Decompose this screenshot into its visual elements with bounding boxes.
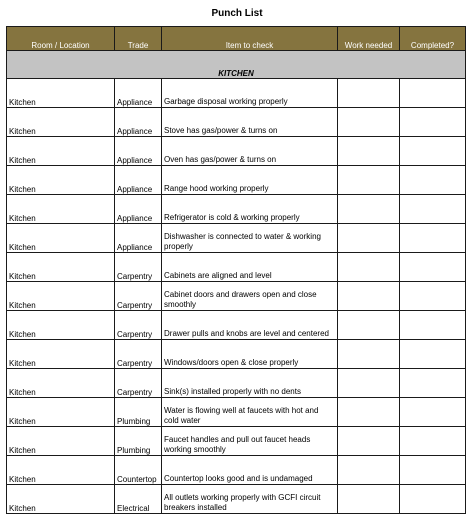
completed-cell[interactable] [400,485,466,514]
item-cell: Sink(s) installed properly with no dents [162,369,338,398]
table-row [7,166,466,195]
work-needed-cell[interactable] [338,79,400,108]
room-cell: Kitchen [7,282,115,311]
completed-cell[interactable] [400,195,466,224]
table-row [7,485,466,514]
room-cell: Kitchen [7,311,115,340]
room-cell: Kitchen [7,137,115,166]
work-needed-cell[interactable] [338,253,400,282]
trade-cell: Carpentry [115,282,162,311]
work-needed-cell[interactable] [338,137,400,166]
completed-cell[interactable] [400,137,466,166]
trade-cell: Electrical [115,485,162,514]
item-cell: Dishwasher is connected to water & working properly [162,224,338,253]
item-cell: Water is flowing well at faucets with hot and cold water [162,398,338,427]
work-needed-cell[interactable] [338,108,400,137]
work-needed-cell[interactable] [338,195,400,224]
section-title: KITCHEN [7,51,466,79]
trade-cell: Carpentry [115,340,162,369]
trade-cell: Appliance [115,166,162,195]
trade-cell: Countertop [115,456,162,485]
item-cell: Oven has gas/power & turns on [162,137,338,166]
table-row [7,340,466,369]
item-cell: Garbage disposal working properly [162,79,338,108]
column-header-work-needed: Work needed [338,27,400,51]
trade-cell: Carpentry [115,311,162,340]
completed-cell[interactable] [400,253,466,282]
work-needed-cell[interactable] [338,485,400,514]
room-cell: Kitchen [7,485,115,514]
room-cell: Kitchen [7,369,115,398]
completed-cell[interactable] [400,79,466,108]
table-row [7,456,466,485]
table-row [7,137,466,166]
table-row [7,108,466,137]
completed-cell[interactable] [400,224,466,253]
item-cell: Faucet handles and pull out faucet heads working smoothly [162,427,338,456]
table-row [7,224,466,253]
completed-cell[interactable] [400,427,466,456]
item-cell: Windows/doors open & close properly [162,340,338,369]
item-cell: Cabinet doors and drawers open and close smoothly [162,282,338,311]
room-cell: Kitchen [7,253,115,282]
trade-cell: Appliance [115,224,162,253]
column-header-trade: Trade [115,27,162,51]
work-needed-cell[interactable] [338,340,400,369]
item-cell: Refrigerator is cold & working properly [162,195,338,224]
trade-cell: Appliance [115,137,162,166]
trade-cell: Appliance [115,108,162,137]
column-header-room: Room / Location [7,27,115,51]
item-cell: Cabinets are aligned and level [162,253,338,282]
completed-cell[interactable] [400,398,466,427]
table-row [7,427,466,456]
work-needed-cell[interactable] [338,166,400,195]
table-row [7,253,466,282]
trade-cell: Appliance [115,79,162,108]
item-cell: Drawer pulls and knobs are level and centered [162,311,338,340]
punch-list-table [6,26,466,514]
completed-cell[interactable] [400,166,466,195]
work-needed-cell[interactable] [338,311,400,340]
work-needed-cell[interactable] [338,456,400,485]
header-row [7,27,466,51]
completed-cell[interactable] [400,369,466,398]
trade-cell: Plumbing [115,398,162,427]
room-cell: Kitchen [7,456,115,485]
room-cell: Kitchen [7,340,115,369]
trade-cell: Plumbing [115,427,162,456]
trade-cell: Carpentry [115,253,162,282]
room-cell: Kitchen [7,427,115,456]
section-row [7,51,466,79]
completed-cell[interactable] [400,456,466,485]
work-needed-cell[interactable] [338,427,400,456]
table-row [7,195,466,224]
completed-cell[interactable] [400,108,466,137]
work-needed-cell[interactable] [338,369,400,398]
work-needed-cell[interactable] [338,282,400,311]
item-cell: Countertop looks good and is undamaged [162,456,338,485]
column-header-completed: Completed? [400,27,466,51]
work-needed-cell[interactable] [338,224,400,253]
table-row [7,398,466,427]
room-cell: Kitchen [7,108,115,137]
table-row [7,369,466,398]
table-row [7,282,466,311]
completed-cell[interactable] [400,311,466,340]
completed-cell[interactable] [400,282,466,311]
room-cell: Kitchen [7,79,115,108]
item-cell: All outlets working properly with GCFI circuit breakers installed [162,485,338,514]
completed-cell[interactable] [400,340,466,369]
work-needed-cell[interactable] [338,398,400,427]
trade-cell: Carpentry [115,369,162,398]
room-cell: Kitchen [7,195,115,224]
room-cell: Kitchen [7,166,115,195]
page-title: Punch List [211,8,263,19]
trade-cell: Appliance [115,195,162,224]
table-row [7,79,466,108]
room-cell: Kitchen [7,224,115,253]
room-cell: Kitchen [7,398,115,427]
item-cell: Range hood working properly [162,166,338,195]
table-row [7,311,466,340]
item-cell: Stove has gas/power & turns on [162,108,338,137]
column-header-item: Item to check [162,27,338,51]
